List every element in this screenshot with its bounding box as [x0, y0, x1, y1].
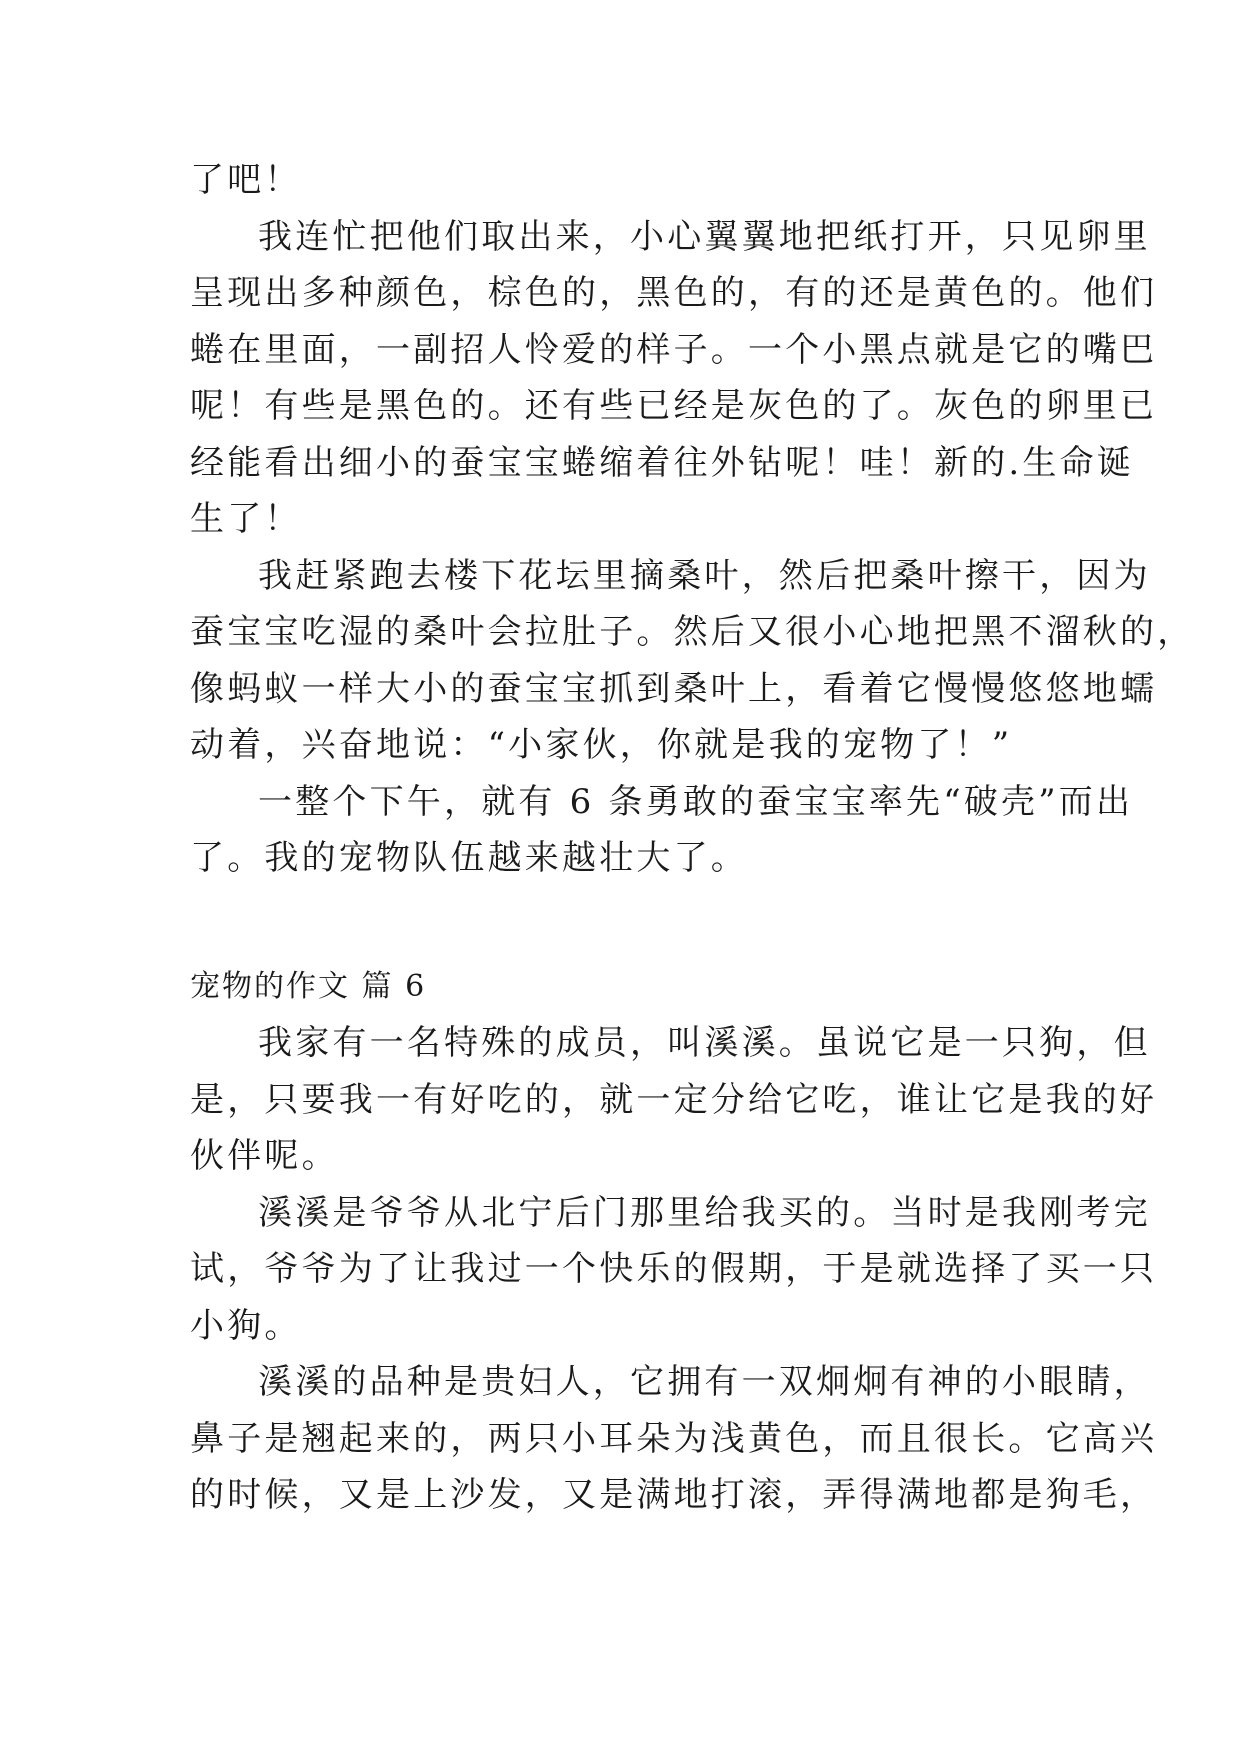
text-line: 试，爷爷为了让我过一个快乐的假期，于是就选择了买一只: [190, 1249, 1158, 1289]
text-line: 呈现出多种颜色，棕色的，黑色的，有的还是黄色的。他们: [190, 273, 1158, 313]
document-page: [190, 152, 1195, 1524]
text-line: 动着，兴奋地说：“小家伙，你就是我的宠物了！”: [190, 725, 1013, 765]
text-line: 经能看出细小的蚕宝宝蜷缩着往外钻呢！哇！新的.生命诞: [190, 442, 1135, 483]
text-line: 生了！: [190, 499, 302, 539]
text-line: 伙伴呢。: [190, 1136, 339, 1176]
paragraph-start-line: 一整个下午，就有 6 条勇敢的蚕宝宝率先“破壳”而出: [258, 781, 1134, 822]
text-line: 了吧！: [190, 160, 302, 200]
section-heading: 宠物的作文 篇 6: [190, 968, 427, 1004]
section-gap: [190, 887, 1050, 959]
text-line: 了。我的宠物队伍越来越壮大了。: [190, 838, 748, 878]
text-line: 小狗。: [190, 1305, 302, 1346]
text-line: 蚕宝宝吃湿的桑叶会拉肚子。然后又很小心地把黑不溜秋的，: [190, 612, 1195, 652]
text-line: 鼻子是翘起来的，两只小耳朵为浅黄色，而且很长。它高兴: [190, 1418, 1158, 1459]
text-line: 像蚂蚁一样大小的蚕宝宝抓到桑叶上，看着它慢慢悠悠地蠕: [190, 668, 1158, 709]
text-line: 的时候，又是上沙发，又是满地打滚，弄得满地都是狗毛，: [190, 1475, 1158, 1515]
paragraph-start-line: 我赶紧跑去楼下花坛里摘桑叶，然后把桑叶擦干，因为: [258, 555, 1151, 596]
paragraph-start-line: 我家有一名特殊的成员，叫溪溪。虽说它是一只狗，但: [258, 1023, 1151, 1063]
text-line: 呢！有些是黑色的。还有些已经是灰色的了。灰色的卵里已: [190, 386, 1158, 426]
text-line: 蜷在里面，一副招人怜爱的样子。一个小黑点就是它的嘴巴: [190, 329, 1158, 370]
paragraph-start-line: 溪溪的品种是贵妇人，它拥有一双炯炯有神的小眼睛，: [258, 1362, 1151, 1402]
paragraph-start-line: 溪溪是爷爷从北宁后门那里给我买的。当时是我刚考完: [258, 1192, 1151, 1233]
text-line: 是，只要我一有好吃的，就一定分给它吃，谁让它是我的好: [190, 1079, 1158, 1120]
paragraph-start-line: 我连忙把他们取出来，小心翼翼地把纸打开，只见卵里: [258, 216, 1151, 257]
